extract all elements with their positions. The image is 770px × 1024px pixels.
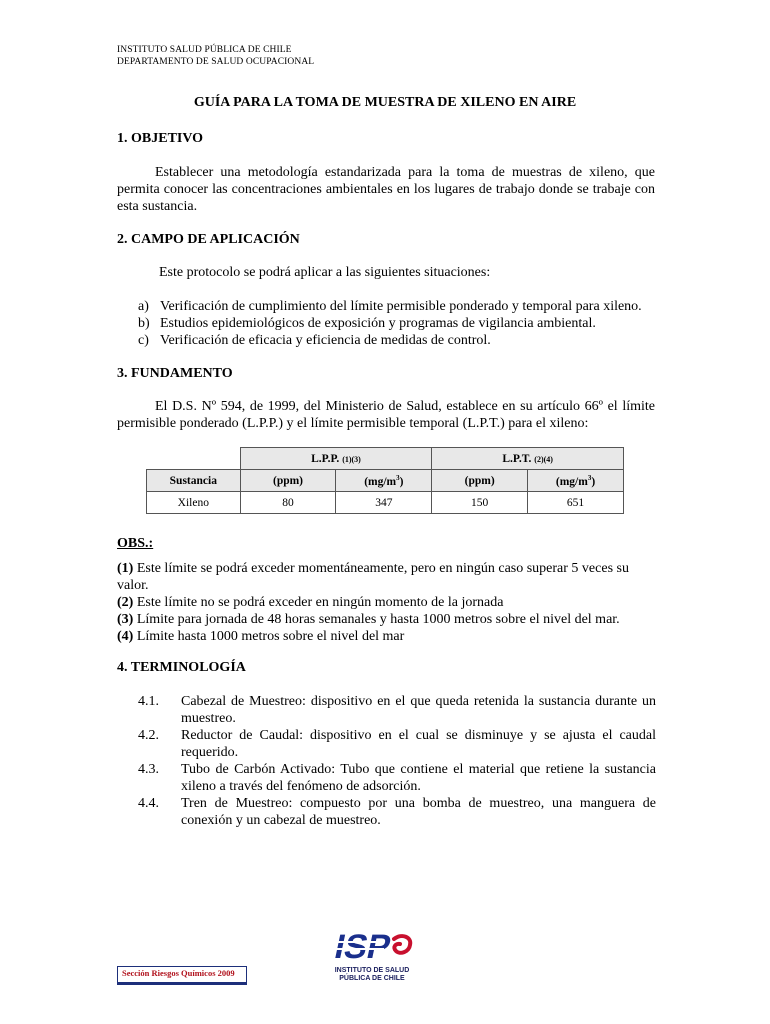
- section-heading-objetivo: 1. OBJETIVO: [117, 131, 204, 146]
- objetivo-text: Establecer una metodología estandarizada para la toma de muestras de xileno, que permita conocer las concentraciones ambientales en los lugares de trabajo donde se trabaje con esta sustancia.: [117, 165, 655, 214]
- terminologia-list: [138, 693, 656, 829]
- lpp-header: L.P.P. (1)(3): [240, 448, 432, 470]
- list-item: a) Verificación de cumplimiento del límite permisible ponderado y temporal para xileno.: [138, 299, 642, 314]
- logo-subtitle-1: INSTITUTO DE SALUD: [334, 967, 410, 974]
- cell-sustancia: Xileno: [147, 492, 241, 514]
- section-heading-campo: 2. CAMPO DE APLICACIÓN: [117, 232, 300, 247]
- lpt-header: L.P.T. (2)(4): [432, 448, 624, 470]
- isp-logo: [326, 925, 418, 987]
- col-lpp-ppm: (ppm): [240, 470, 336, 492]
- list-item: c) Verificación de eficacia y eficiencia de medidas de control.: [138, 333, 491, 348]
- list-item: (4) Límite hasta 1000 metros sobre el nivel del mar: [117, 629, 405, 644]
- section-heading-fundamento: 3. FUNDAMENTO: [117, 366, 233, 381]
- footer-section-label: Sección Riesgos Químicos 2009: [117, 966, 247, 985]
- document-title: GUÍA PARA LA TOMA DE MUESTRA DE XILENO EN AIRE: [193, 95, 577, 110]
- list-item: (1) Este límite se podrá exceder momentáneamente, pero en ningún caso superar 5 veces su valor.: [117, 561, 629, 593]
- table-header-row: [147, 448, 624, 470]
- section-heading-terminologia: 4. TERMINOLOGÍA: [117, 660, 246, 675]
- cell-lpt-ppm: 150: [432, 492, 528, 514]
- col-lpp-mg: $(mg/m^3)$: [336, 470, 432, 492]
- cell-lpt-mg: 651: [528, 492, 624, 514]
- col-sustancia: Sustancia: [147, 470, 241, 492]
- department-name: DEPARTAMENTO DE SALUD OCUPACIONAL: [117, 57, 315, 67]
- cell-lpp-mg: 347: [336, 492, 432, 514]
- objetivo-paragraph: [117, 164, 655, 215]
- fundamento-paragraph: [117, 398, 655, 432]
- logo-subtitle-2: PÚBLICA DE CHILE: [339, 975, 405, 982]
- obs-list: [117, 560, 655, 645]
- col-lpt-ppm: (ppm): [432, 470, 528, 492]
- institute-name: INSTITUTO SALUD PÚBLICA DE CHILE: [117, 45, 292, 55]
- fundamento-text: El D.S. Nº 594, de 1999, del Ministerio de Salud, establece en su artículo 66º el límite permisible ponderado (L.P.P.) y el límite permisible temporal (L.P.T.) para el xileno:: [117, 399, 655, 431]
- col-lpt-mg: $(mg/m^3)$: [528, 470, 624, 492]
- list-item: (3) Límite para jornada de 48 horas semanales y hasta 1000 metros sobre el nivel del mar.: [117, 612, 620, 627]
- campo-list: [138, 298, 678, 349]
- logo-text: ISP: [331, 928, 395, 966]
- cell-lpp-ppm: 80: [240, 492, 336, 514]
- campo-intro: Este protocolo se podrá aplicar a las siguientes situaciones:: [159, 265, 491, 280]
- table-row: [147, 492, 624, 514]
- list-item: 4.4. Tren de Muestreo: compuesto por una bomba de muestreo, una manguera de conexión y un cabezal de muestreo.: [138, 796, 656, 828]
- table-subheader-row: [147, 470, 624, 492]
- isp-logo-icon: [326, 925, 418, 969]
- list-item: 4.1. Cabezal de Muestreo: dispositivo en el que queda retenida la sustancia durante un muestreo.: [138, 694, 656, 726]
- list-item: (2) Este límite no se podrá exceder en ningún momento de la jornada: [117, 595, 504, 610]
- obs-heading: OBS.:: [117, 536, 154, 551]
- list-item: 4.3. Tubo de Carbón Activado: Tubo que contiene el material que retiene la sustancia xileno a través del fenómeno de adsorción.: [138, 762, 656, 794]
- limits-table: [146, 447, 624, 514]
- list-item: b) Estudios epidemiológicos de exposición y programas de vigilancia ambiental.: [138, 316, 596, 331]
- list-item: 4.2. Reductor de Caudal: dispositivo en el cual se disminuye y se ajusta el caudal requerido.: [138, 728, 656, 760]
